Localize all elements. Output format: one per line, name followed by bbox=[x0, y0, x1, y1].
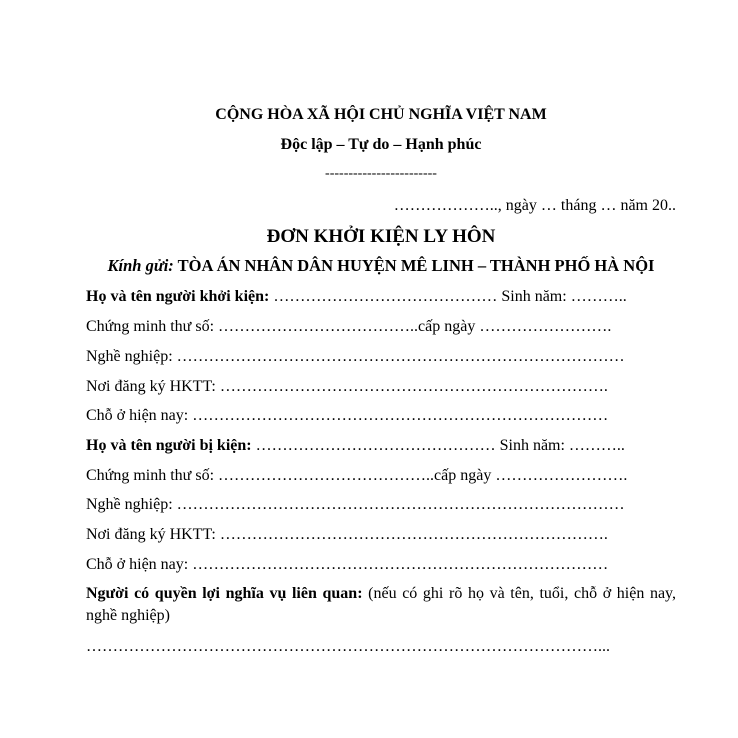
related-party-note: (nếu có ghi rõ họ và tên, tuổi, chỗ ở hiện nay, nghề nghiệp) bbox=[86, 585, 676, 624]
plaintiff-hktt-line: Nơi đăng ký HKTT: ………………………………………………………………. bbox=[86, 378, 608, 395]
related-party-label: Người có quyền lợi nghĩa vụ liên quan: bbox=[86, 585, 363, 602]
recipient-label: Kính gửi: bbox=[107, 256, 174, 275]
plaintiff-job-line: Nghề nghiệp: ………………………………………………………………………… bbox=[86, 348, 625, 365]
plaintiff-name-label: Họ và tên người khởi kiện: bbox=[86, 288, 270, 305]
related-party-paragraph bbox=[86, 583, 676, 629]
defendant-name-label: Họ và tên người bị kiện: bbox=[86, 437, 252, 454]
motto-heading: Độc lập – Tự do – Hạnh phúc bbox=[280, 136, 482, 153]
plaintiff-residence-line: Chỗ ở hiện nay: …………………………………………………………………… bbox=[86, 407, 609, 424]
plaintiff-name-rest: …………………………………… Sinh năm: ……….. bbox=[269, 288, 627, 305]
document-title: ĐƠN KHỞI KIỆN LY HÔN bbox=[266, 226, 496, 247]
plaintiff-id-line: Chứng minh thư số: ………………………………..cấp ngày ……………………. bbox=[86, 318, 612, 335]
header-separator: ------------------------ bbox=[325, 166, 437, 181]
date-line: ……………….., ngày … tháng … năm 20.. bbox=[393, 197, 676, 214]
defendant-residence-line: Chỗ ở hiện nay: …………………………………………………………………… bbox=[86, 556, 609, 573]
plaintiff-name-line bbox=[86, 287, 676, 307]
recipient-line bbox=[86, 256, 676, 276]
defendant-name-rest: ……………………………………… Sinh năm: ……….. bbox=[251, 437, 625, 454]
recipient-value: TÒA ÁN NHÂN DÂN HUYỆN MÊ LINH – THÀNH PHỐ HÀ NỘI bbox=[173, 256, 655, 275]
defendant-name-line bbox=[86, 436, 676, 456]
nation-heading: CỘNG HÒA XÃ HỘI CHỦ NGHĨA VIỆT NAM bbox=[215, 106, 547, 123]
defendant-job-line: Nghề nghiệp: ………………………………………………………………………… bbox=[86, 496, 625, 513]
defendant-hktt-line: Nơi đăng ký HKTT: ………………………………………………………………. bbox=[86, 526, 608, 543]
defendant-id-line: Chứng minh thư số: …………………………………..cấp ngày ……………………. bbox=[86, 467, 628, 484]
related-party-dots: ……………………………………………………………………………………... bbox=[86, 638, 610, 655]
